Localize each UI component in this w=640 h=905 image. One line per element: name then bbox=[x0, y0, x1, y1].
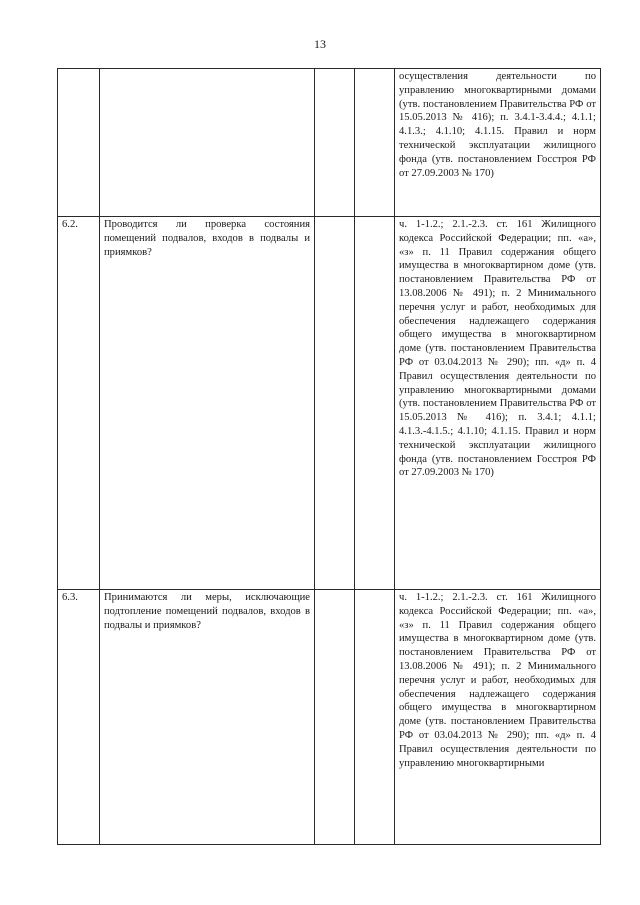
table-row bbox=[58, 590, 601, 845]
answer-cell bbox=[355, 217, 395, 590]
answer-cell bbox=[355, 590, 395, 845]
item-number-cell: 6.3. bbox=[58, 590, 100, 845]
item-number-cell bbox=[58, 69, 100, 217]
legal-reference-cell: ч. 1-1.2.; 2.1.-2.3. ст. 161 Жилищного кодекса Российской Федерации; пп. «а», «з» п. 11 Правил содержания общего имущества в многоквартирном доме (утв. постановлением Правительства РФ от 13.08.2006 № 491); п. 2 Минимального перечня услуг и работ, необходимых для обеспечения надлежащего содержания общего имущества в многоквартирном доме (утв. постановлением Правительства РФ от 03.04.2013 № 290); пп. «д» п. 4 Правил осуществления деятельности по управлению многоквартирными домами (утв. постановлением Правительства РФ от 15.05.2013 № 416); п. 3.4.1; 4.1.1; 4.1.3.-4.1.5.; 4.1.10; 4.1.15. Правил и норм технической эксплуатации жилищного фонда (утв. постановлением Госстроя РФ от 27.09.2003 № 170) bbox=[395, 217, 601, 590]
table-row bbox=[58, 69, 601, 217]
page-number: 13 bbox=[314, 37, 326, 51]
legal-reference-cell: осуществления деятельности по управлению многоквартирными домами (утв. постановлением Правительства РФ от 15.05.2013 № 416); п. 3.4.1-3.4.4.; 4.1.1; 4.1.3.; 4.1.10; 4.1.15. Правил и норм технической эксплуатации жилищного фонда (утв. постановлением Госстроя РФ от 27.09.2003 № 170) bbox=[395, 69, 601, 217]
question-cell: Проводится ли проверка состояния помещений подвалов, входов в подвалы и приямков? bbox=[100, 217, 315, 590]
answer-cell bbox=[315, 69, 355, 217]
item-number-cell: 6.2. bbox=[58, 217, 100, 590]
checklist-table bbox=[57, 68, 601, 845]
legal-reference-cell: ч. 1-1.2.; 2.1.-2.3. ст. 161 Жилищного кодекса Российской Федерации; пп. «а», «з» п. 11 Правил содержания общего имущества в многоквартирном доме (утв. постановлением Правительства РФ от 13.08.2006 № 491); п. 2 Минимального перечня услуг и работ, необходимых для обеспечения надлежащего содержания общего имущества в многоквартирном доме (утв. постановлением Правительства РФ от 03.04.2013 № 290); пп. «д» п. 4 Правил осуществления деятельности по управлению многоквартирными bbox=[395, 590, 601, 845]
answer-cell bbox=[355, 69, 395, 217]
table-row bbox=[58, 217, 601, 590]
question-cell bbox=[100, 69, 315, 217]
answer-cell bbox=[315, 590, 355, 845]
answer-cell bbox=[315, 217, 355, 590]
question-cell: Принимаются ли меры, исключающие подтопление помещений подвалов, входов в подвалы и приямков? bbox=[100, 590, 315, 845]
